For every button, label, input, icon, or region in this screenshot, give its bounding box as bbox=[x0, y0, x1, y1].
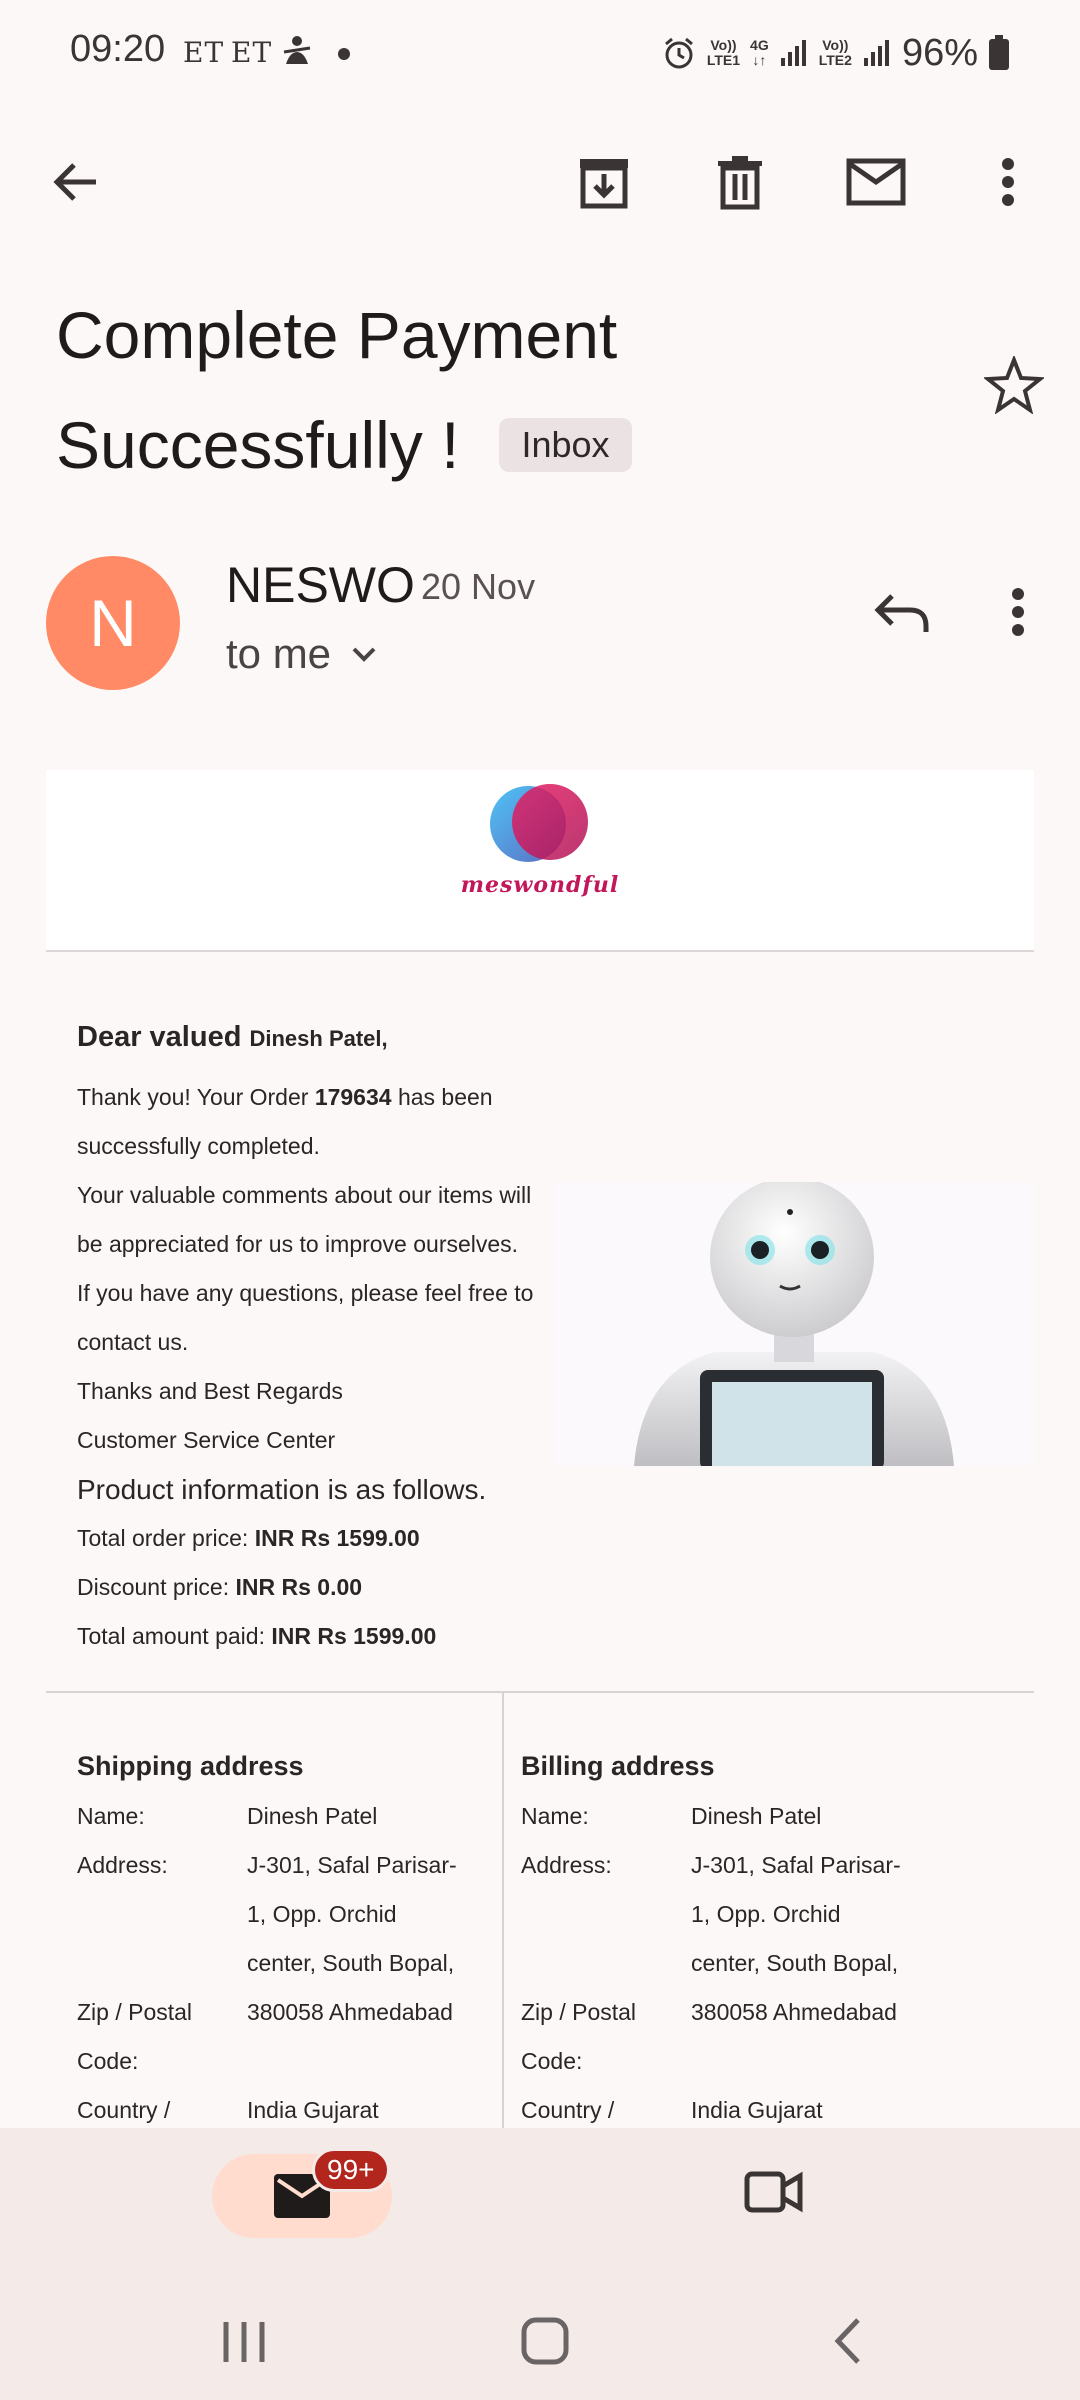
message-more-button[interactable] bbox=[990, 580, 1040, 644]
email-toolbar bbox=[0, 120, 1080, 240]
trash-icon bbox=[712, 154, 768, 210]
mail-icon bbox=[846, 158, 906, 206]
home-button[interactable] bbox=[520, 2316, 570, 2371]
system-navigation bbox=[0, 2306, 1080, 2386]
network-4g: 4G ↓↑ bbox=[750, 37, 769, 68]
carrier-1: ET bbox=[183, 36, 225, 69]
field-label: Country / bbox=[77, 2097, 171, 2123]
total-price: Total order price: INR Rs 1599.00 bbox=[77, 1525, 420, 1551]
archive-button[interactable] bbox=[572, 150, 636, 214]
recent-apps-button[interactable] bbox=[222, 2318, 266, 2371]
text-line: be appreciated for us to improve ourselves. bbox=[77, 1231, 519, 1257]
field-label: Country / bbox=[521, 2097, 615, 2123]
mark-unread-button[interactable] bbox=[844, 150, 908, 214]
network-lte1: Vo)) LTE1 bbox=[706, 37, 741, 68]
shipping-title: Shipping address bbox=[77, 1751, 304, 1781]
sender-name: NESWO bbox=[226, 557, 415, 613]
back-icon bbox=[830, 2316, 864, 2366]
home-icon bbox=[520, 2316, 570, 2366]
carrier-2: ET bbox=[231, 36, 273, 69]
brand-logo-icon bbox=[488, 784, 594, 870]
recents-icon bbox=[222, 2318, 266, 2366]
field-value: India Gujarat bbox=[247, 2097, 379, 2123]
avatar[interactable]: N bbox=[46, 556, 180, 690]
product-image bbox=[554, 1182, 1034, 1466]
text-line: successfully completed. bbox=[77, 1133, 320, 1159]
field-label: Name: bbox=[77, 1803, 145, 1829]
text-line: Your valuable comments about our items will bbox=[77, 1182, 532, 1208]
back-button[interactable] bbox=[44, 150, 108, 214]
status-time: 09:20 bbox=[70, 28, 166, 70]
accessibility-icon bbox=[280, 34, 314, 73]
arrow-left-icon bbox=[50, 156, 102, 208]
subject-line-1: Complete Payment bbox=[56, 298, 618, 372]
text-line: Thanks and Best Regards bbox=[77, 1378, 343, 1404]
star-icon bbox=[984, 356, 1044, 414]
field-value: 380058 Ahmedabad bbox=[247, 1999, 453, 2025]
amount-paid: Total amount paid: INR Rs 1599.00 bbox=[77, 1623, 437, 1649]
video-icon bbox=[744, 2168, 804, 2216]
robot-image bbox=[554, 1182, 1034, 1466]
bottom-navigation bbox=[0, 2128, 1080, 2400]
signal-icon bbox=[779, 38, 809, 68]
field-value: 380058 Ahmedabad bbox=[691, 1999, 897, 2025]
divider bbox=[46, 1691, 1034, 1693]
back-nav-button[interactable] bbox=[830, 2316, 864, 2371]
battery-level: 96% bbox=[901, 31, 978, 74]
email-date: 20 Nov bbox=[421, 566, 536, 607]
inbox-label[interactable]: Inbox bbox=[499, 418, 631, 472]
field-value: Dinesh Patel bbox=[691, 1803, 822, 1829]
star-button[interactable] bbox=[984, 356, 1044, 419]
unread-badge: 99+ bbox=[312, 2148, 390, 2192]
product-heading: Product information is as follows. bbox=[77, 1474, 487, 1505]
field-label: Address: bbox=[77, 1852, 168, 1878]
recipient-label: to me bbox=[226, 630, 332, 677]
order-line: Thank you! Your Order 179634 has been bbox=[77, 1084, 493, 1110]
message-text bbox=[77, 1015, 597, 1661]
alarm-icon bbox=[661, 35, 697, 71]
delete-button[interactable] bbox=[708, 150, 772, 214]
discount-price: Discount price: INR Rs 0.00 bbox=[77, 1574, 363, 1600]
field-label: Zip / Postal Code: bbox=[77, 1999, 193, 2074]
notification-dot-icon bbox=[338, 48, 350, 60]
text-line: contact us. bbox=[77, 1329, 189, 1355]
field-value: J-301, Safal Parisar- 1, Opp. Orchid center, South Bopal, bbox=[691, 1852, 901, 1976]
recipient-details[interactable] bbox=[226, 630, 377, 678]
archive-icon bbox=[576, 154, 632, 210]
billing-title: Billing address bbox=[521, 1751, 715, 1781]
more-options-button[interactable] bbox=[976, 150, 1040, 214]
billing-address bbox=[521, 1740, 941, 2130]
field-value: Dinesh Patel bbox=[247, 1803, 378, 1829]
field-value: J-301, Safal Parisar- 1, Opp. Orchid center, South Bopal, bbox=[247, 1852, 457, 1976]
status-bar bbox=[0, 0, 1080, 110]
reply-icon bbox=[870, 580, 934, 644]
shipping-address bbox=[77, 1740, 497, 2130]
more-vert-icon bbox=[1000, 158, 1016, 206]
field-label: Name: bbox=[521, 1803, 589, 1829]
text-line: Customer Service Center bbox=[77, 1427, 336, 1453]
field-label: Address: bbox=[521, 1852, 612, 1878]
reply-button[interactable] bbox=[870, 580, 934, 644]
email-subject bbox=[56, 280, 956, 500]
field-label: Zip / Postal Code: bbox=[521, 1999, 637, 2074]
meet-tab[interactable] bbox=[744, 2168, 804, 2221]
chevron-down-icon bbox=[351, 646, 377, 662]
status-icons bbox=[661, 28, 1010, 78]
signal-icon bbox=[862, 38, 892, 68]
subject-line-2: Successfully ! bbox=[56, 408, 460, 482]
more-vert-icon bbox=[990, 580, 1040, 644]
divider bbox=[502, 1693, 504, 2130]
text-line: If you have any questions, please feel free to bbox=[77, 1280, 534, 1306]
field-value: India Gujarat bbox=[691, 2097, 823, 2123]
network-lte2: Vo)) LTE2 bbox=[818, 37, 852, 68]
brand-header bbox=[46, 770, 1034, 952]
battery-icon bbox=[988, 35, 1010, 71]
brand-name: meswondful bbox=[460, 872, 620, 898]
email-body bbox=[46, 770, 1034, 2130]
greeting: Dear valued Dinesh Patel, bbox=[77, 1021, 388, 1053]
